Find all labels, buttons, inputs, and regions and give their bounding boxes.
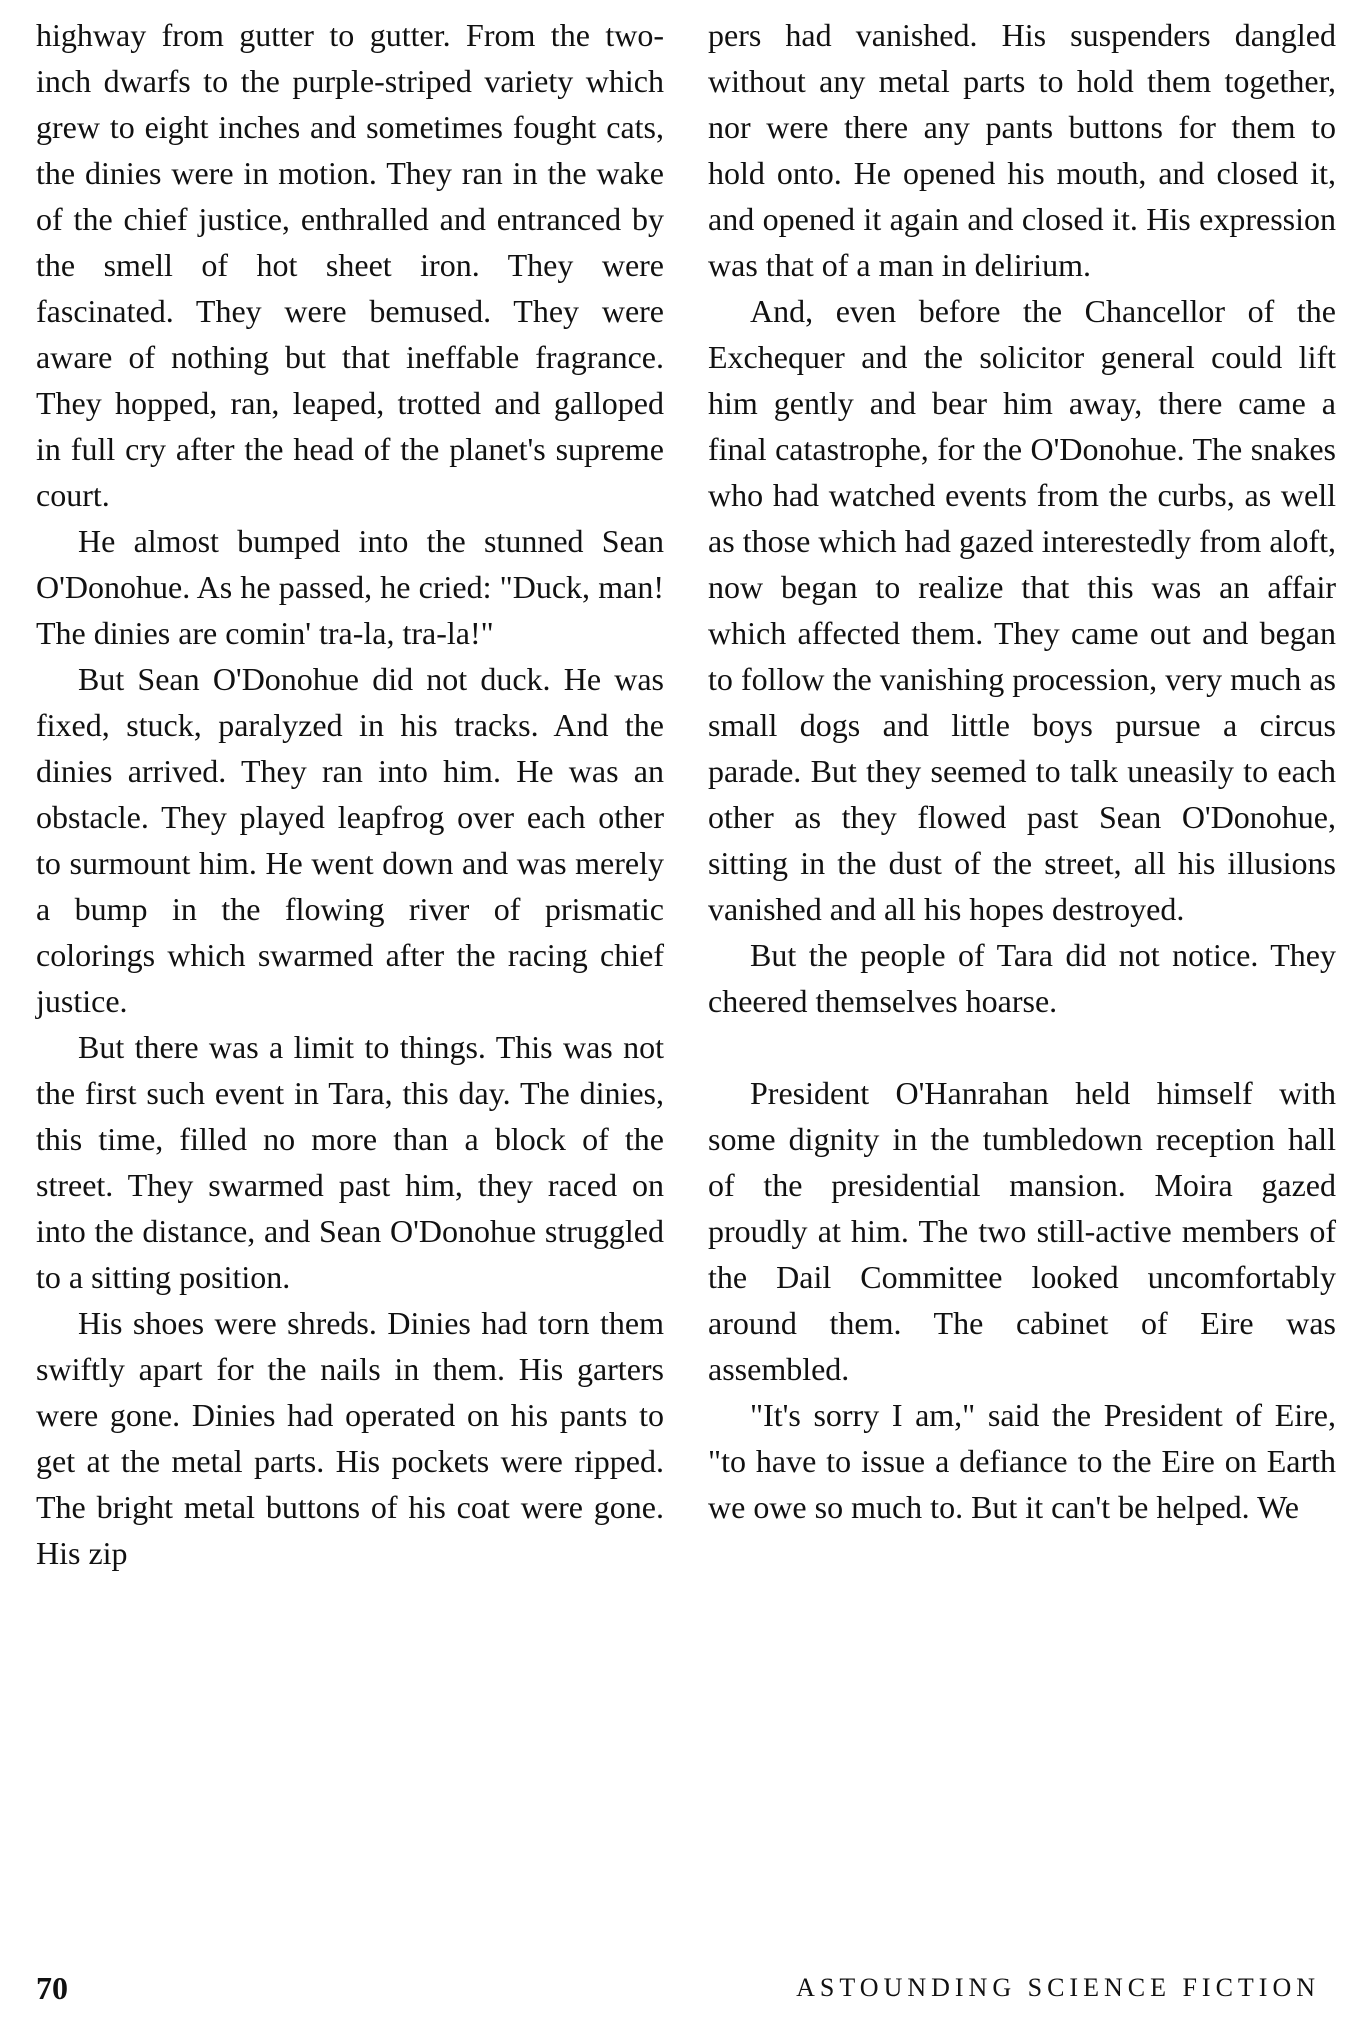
text-column-left [36,12,664,1576]
paragraph: But there was a limit to things. This was not the first such event in Tara, this day. The dinies, this time, filled no more than a block of the street. They swarmed past him, they raced on into the distance, and Sean O'Donohue struggled to a sitting position. [36,1029,664,1295]
text-column-right [708,12,1336,1530]
paragraph: highway from gutter to gutter. From the two-inch dwarfs to the purple-striped variety which grew to eight inches and sometimes fought cats, the dinies were in motion. They ran in the wake of the chief justice, enthralled and entranced by the smell of hot sheet iron. They were fascinated. They were bemused. They were aware of nothing but that ineffable fragrance. They hopped, ran, leaped, trotted and galloped in full cry after the head of the planet's supreme court. [36,17,664,513]
paragraph: But Sean O'Donohue did not duck. He was fixed, stuck, paralyzed in his tracks. And the dinies arrived. They ran into him. He was an obstacle. They played leapfrog over each other to surmount him. He went down and was merely a bump in the flowing river of prismatic colorings which swarmed after the racing chief justice. [36,661,664,1019]
paragraph: He almost bumped into the stunned Sean O'Donohue. As he passed, he cried: "Duck, man! The dinies are comin' tra-la, tra-la!" [36,523,664,651]
paragraph: And, even before the Chancellor of the Exchequer and the solicitor general could lift him gently and bear him away, there came a final catastrophe, for the O'Donohue. The snakes who had watched events from the curbs, as well as those which had gazed interestedly from aloft, now began to realize that this was an affair which affected them. They came out and began to follow the vanishing procession, very much as small dogs and little boys pursue a circus parade. But they seemed to talk uneasily to each other as they flowed past Sean O'Donohue, sitting in the dust of the street, all his illusions vanished and all his hopes destroyed. [708,293,1336,927]
paragraph: pers had vanished. His suspenders dangled without any metal parts to hold them together, nor were there any pants buttons for them to hold onto. He opened his mouth, and closed it, and opened it again and closed it. His expression was that of a man in delirium. [708,17,1336,283]
paragraph: But the people of Tara did not notice. They cheered themselves hoarse. [708,937,1336,1019]
paragraph: President O'Hanrahan held himself with some dignity in the tumbledown reception hall of the presidential mansion. Moira gazed proudly at him. The two still-active members of the Dail Committee looked uncomfortably around them. The cabinet of Eire was assembled. [708,1075,1336,1387]
running-title: ASTOUNDING SCIENCE FICTION [796,1973,1320,2002]
paragraph: "It's sorry I am," said the President of Eire, "to have to issue a defiance to the Eire on Earth we owe so much to. But it can't be helped. We [708,1397,1336,1525]
page-number: 70 [36,1970,68,2006]
paragraph: His shoes were shreds. Dinies had torn them swiftly apart for the nails in them. His garters were gone. Dinies had operated on his pants to get at the metal parts. His pockets were ripped. The bright metal buttons of his coat were gone. His zip [36,1305,664,1571]
